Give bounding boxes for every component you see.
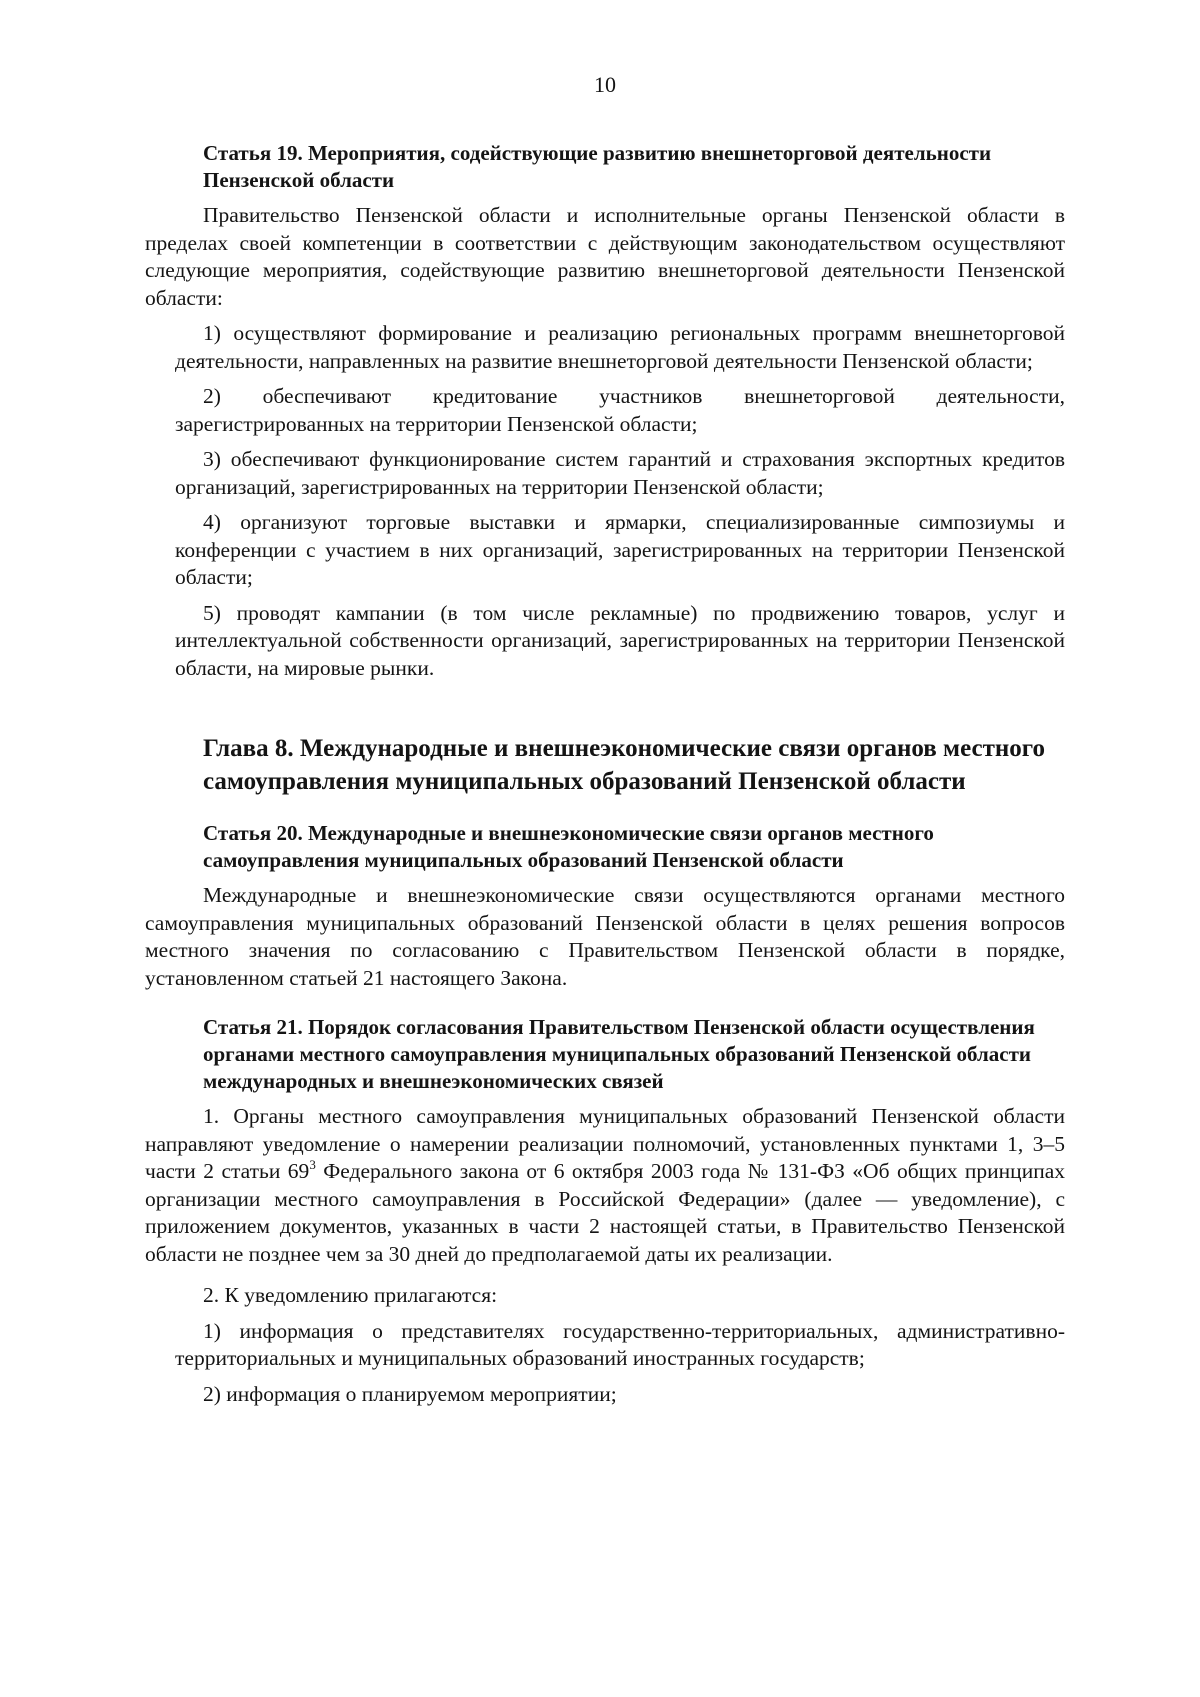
page-number: 10	[594, 72, 616, 97]
article-20-heading	[145, 820, 1065, 874]
article-19-heading-line-1: Статья 19. Мероприятия, содействующие развитию внешнеторговой	[203, 141, 858, 165]
article-21-heading-line-3: муниципальных образований Пензенской области международных	[203, 1042, 1032, 1093]
article-19-item-3: 3) обеспечивают функционирование систем гарантий и страхования экспортных кредитов организаций, зарегистрированных на территории Пензенской области;	[175, 447, 1065, 499]
article-21-item-1: 1) информация о представителях государственно-территориальных, административно-территориальных и муниципальных образований иностранных государств;	[175, 1318, 1065, 1370]
article-19-item-4: 4) организуют торговые выставки и ярмарки, специализированные симпозиумы и конференции с участием в них организаций, зарегистрированных на территории Пензенской области;	[175, 510, 1065, 589]
article-number-superscript: 3	[309, 1157, 316, 1172]
article-21-heading-line-4: и внешнеэкономических связей	[362, 1069, 664, 1093]
article-21-heading-line-2: осуществления органами местного самоуправления	[203, 1015, 1035, 1066]
article-19-heading-line-2: деятельности Пензенской области	[203, 141, 992, 192]
article-19-item-1: 1) осуществляют формирование и реализацию региональных программ внешнеторговой деятельности, направленных на развитие внешнеторговой деятельности Пензенской области;	[175, 321, 1065, 373]
article-19-item-2: 2) обеспечивают кредитование участников внешнеторговой деятельности, зарегистрированных на территории Пензенской области;	[175, 384, 1065, 436]
article-21-paragraph-1-part-b: Федерального закона от 6 октября 2003 года № 131-ФЗ «Об общих принципах организации местного самоуправления в Российской Федерации» (далее — уведомление), с приложением документов, указанных в части 2 настоящей статьи, в Правительство Пензенской области не позднее чем за 30 дней до предполагаемой даты их реализации.	[145, 1159, 1065, 1266]
article-21-heading	[145, 1014, 1065, 1095]
document-content	[145, 140, 1065, 1408]
article-20-heading-line-2: самоуправления муниципальных образований Пензенской области	[203, 848, 844, 872]
article-21-paragraph-1	[145, 1103, 1065, 1268]
chapter-8-heading	[145, 732, 1065, 798]
chapter-8-heading-line-1: Глава 8. Международные и внешнеэкономические связи органов	[203, 735, 937, 762]
article-20-heading-line-1: Статья 20. Международные и внешнеэкономические связи органов местного	[203, 821, 934, 845]
article-21-paragraph-2: 2. К уведомлению прилагаются:	[203, 1283, 498, 1307]
chapter-8-heading-line-2: местного самоуправления муниципальных образований	[203, 735, 1045, 795]
article-19-item-5: 5) проводят кампании (в том числе рекламные) по продвижению товаров, услуг и интеллектуальной собственности организаций, зарегистрированных на территории Пензенской области, на мировые рынки.	[175, 600, 1065, 680]
article-19-heading	[145, 140, 1065, 194]
article-21-paragraph-1-part-a: 1. Органы местного самоуправления муниципальных образований Пензенской области направляют уведомление о намерении реализации полномочий, установленных пунктами 1, 3–5 части 2 статьи 69	[145, 1104, 1065, 1183]
article-21-heading-line-1: Статья 21. Порядок согласования Правительством Пензенской области	[203, 1015, 885, 1039]
article-21-item-2: 2) информация о планируемом мероприятии;	[203, 1381, 617, 1406]
article-20-text: Международные и внешнеэкономические связи осуществляются органами местного самоуправления муниципальных образований Пензенской области в целях решения вопросов местного значения по согласованию с Правительством Пензенской области в порядке, установленном статьей 21 настоящего Закона.	[145, 883, 1065, 990]
article-19-intro: Правительство Пензенской области и исполнительные органы Пензенской области в пределах своей компетенции в соответствии с действующим законодательством осуществляют следующие мероприятия, содействующие развитию внешнеторговой деятельности Пензенской области:	[145, 203, 1065, 310]
chapter-8-heading-line-3: Пензенской области	[738, 768, 966, 795]
document-page	[145, 0, 1065, 1697]
